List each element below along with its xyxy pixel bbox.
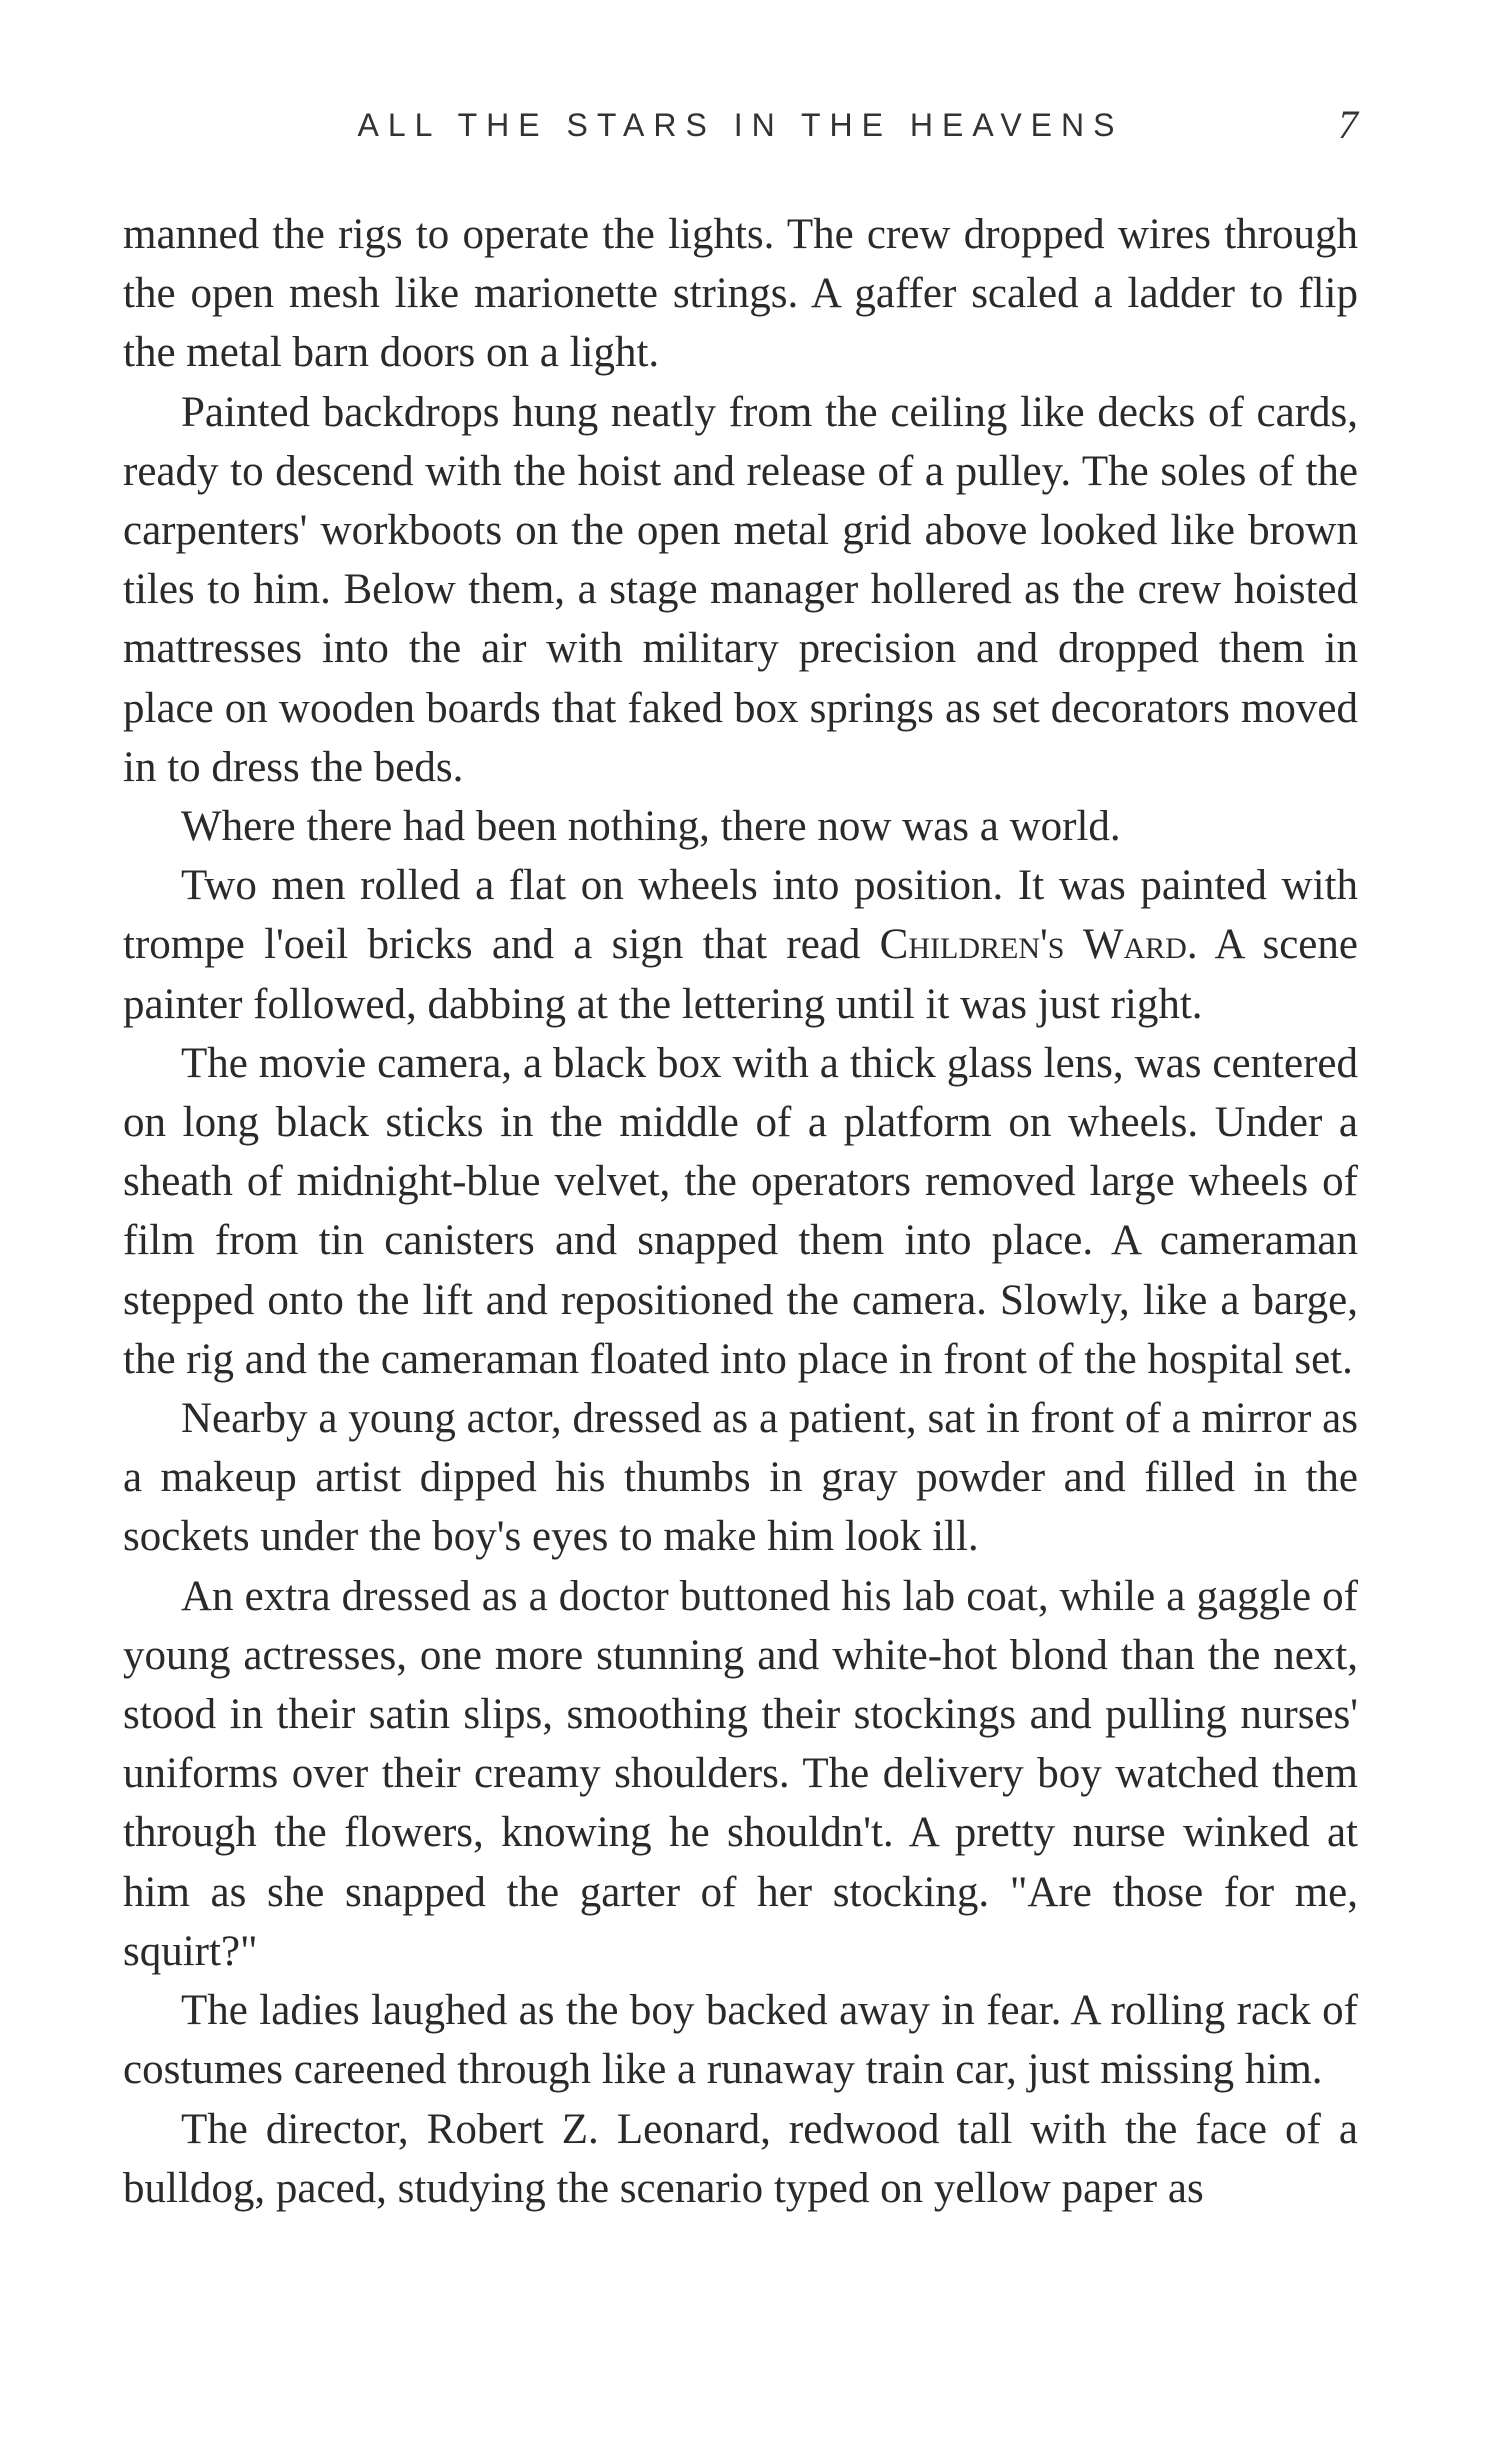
- paragraph: An extra dressed as a doctor buttoned his lab coat, while a gaggle of young actresses, one more stunning and white-hot blond than the next, stood in their satin slips, smoothing their stockings and pulling nurses' uniforms over their creamy shoulders. The delivery boy watched them through the flowers, knowing he shouldn't. A pretty nurse winked at him as she snapped the garter of her stocking. "Are those for me, squirt?": [123, 1572, 1358, 1975]
- paragraph: Where there had been nothing, there now was a world.: [181, 803, 1121, 851]
- paragraph: The ladies laughed as the boy backed away in fear. A rolling rack of costumes careened through like a runaway train car, just missing him.: [123, 1987, 1358, 2094]
- running-header: [123, 100, 1358, 150]
- paragraph: Nearby a young actor, dressed as a patient, sat in front of a mirror as a makeup artist dipped his thumbs in gray powder and filled in the sockets under the boy's eyes to make him look ill.: [123, 1395, 1358, 1561]
- paragraph: The director, Robert Z. Leonard, redwood tall with the face of a bulldog, paced, studying the scenario typed on yellow paper as: [123, 2105, 1358, 2212]
- page-number: 7: [1338, 102, 1358, 147]
- body-text: [123, 205, 1358, 2218]
- paragraph-text: . A scene painter followed, dabbing at the lettering until it was just right.: [123, 921, 1358, 1028]
- paragraph: [123, 856, 1358, 1034]
- paragraph: Painted backdrops hung neatly from the ceiling like decks of cards, ready to descend with the hoist and release of a pulley. The soles of the carpenters' workboots on the open metal grid above looked like brown tiles to him. Below them, a stage manager hollered as the crew hoisted mattresses into the air with military precision and dropped them in place on wooden boards that faked box springs as set decorators moved in to dress the beds.: [123, 388, 1358, 791]
- paragraph: manned the rigs to operate the lights. The crew dropped wires through the open mesh like marionette strings. A gaffer scaled a ladder to flip the metal barn doors on a light.: [123, 211, 1358, 377]
- paragraph: The movie camera, a black box with a thick glass lens, was centered on long black sticks in the middle of a platform on wheels. Under a sheath of midnight-blue velvet, the operators removed large wheels of film from tin canisters and snapped them into place. A cameraman stepped onto the lift and repositioned the camera. Slowly, like a barge, the rig and the cameraman floated into place in front of the hospital set.: [123, 1039, 1358, 1383]
- running-title: ALL THE STARS IN THE HEAVENS: [357, 107, 1124, 143]
- sign-text: Children's Ward: [879, 921, 1187, 969]
- paragraph-text: Two men rolled a flat on wheels into position. It was painted with trompe l'oeil bricks and a sign that read: [123, 862, 1358, 969]
